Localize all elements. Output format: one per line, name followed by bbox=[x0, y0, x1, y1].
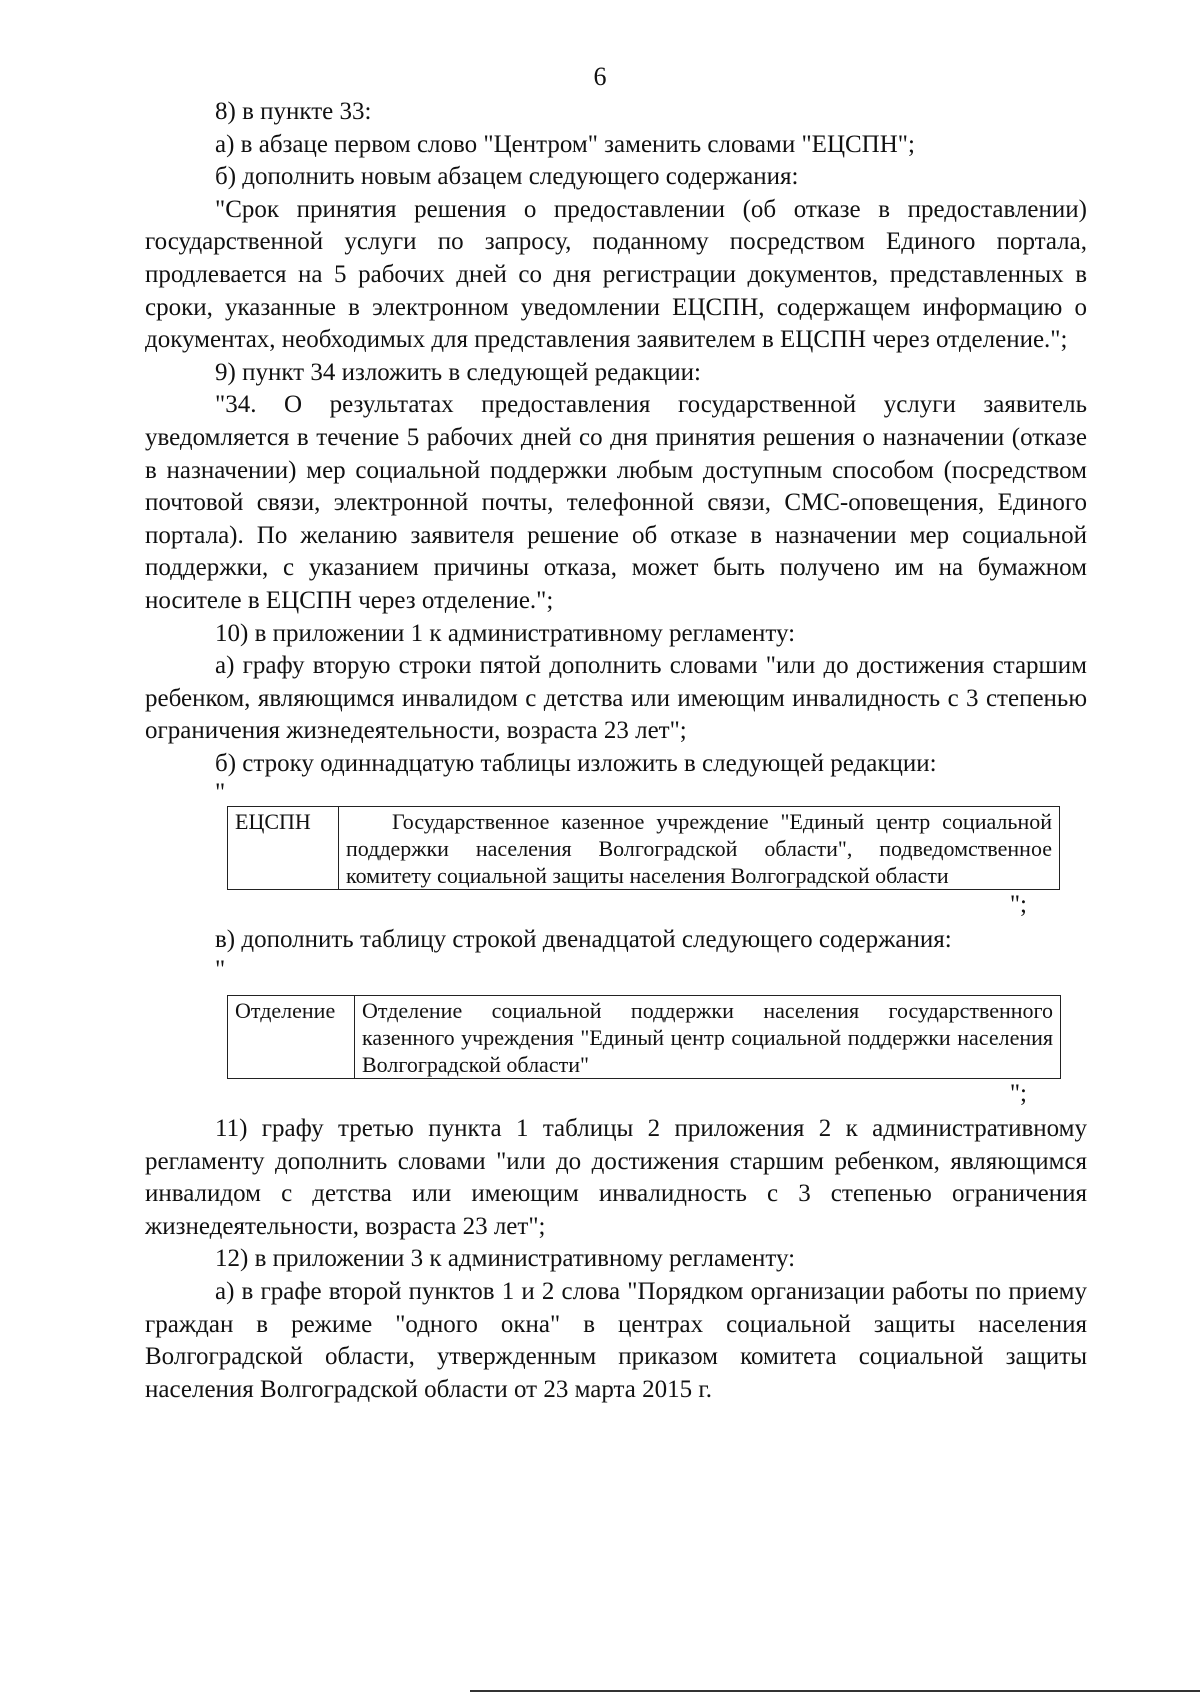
paragraph: 10) в приложении 1 к административному регламенту: bbox=[215, 619, 796, 647]
document-body bbox=[145, 96, 1087, 1406]
paragraph: а) графу вторую строки пятой дополнить словами "или до достижения старшим ребенком, являющимся инвалидом с детства или имеющим инвалидность с 3 степенью ограничения жизнедеятельности, возраста 23 лет"; bbox=[145, 652, 1087, 745]
paragraph: 8) в пункте 33: bbox=[215, 98, 372, 125]
paragraph: б) дополнить новым абзацем следующего содержания: bbox=[215, 163, 799, 191]
table-cell-description: Государственное казенное учреждение "Единый центр социальной поддержки населения Волгоградской области", подведомственное комитету социальной защиты населения Волгоградской области bbox=[339, 807, 1060, 890]
opening-quote: " bbox=[215, 956, 226, 984]
paragraph: 9) пункт 34 изложить в следующей редакции: bbox=[215, 358, 701, 386]
table-row bbox=[228, 807, 1060, 890]
table-row bbox=[228, 996, 1061, 1079]
paragraph: "Срок принятия решения о предоставлении (об отказе в предоставлении) государственной услуги по запросу, поданному посредством Единого портала, продлевается на 5 рабочих дней со дня регистрации документов, представленных в сроки, указанные в электронном уведомлении ЕЦСПН, содержащем информацию о документах, необходимых для представления заявителем в ЕЦСПН через отделение."; bbox=[145, 195, 1087, 354]
scan-edge-line bbox=[470, 1690, 1200, 1692]
paragraph: "34. О результатах предоставления государственной услуги заявитель уведомляется в течение 5 рабочих дней со дня принятия решения о назначении (отказе в назначении) мер социальной поддержки любым доступным способом (посредством почтовой связи, электронной почты, телефонной связи, СМС-оповещения, Единого портала). По желанию заявителя решение об отказе в назначении мер социальной поддержки, с указанием причины отказа, может быть получено им на бумажном носителе в ЕЦСПН через отделение."; bbox=[145, 391, 1087, 614]
paragraph: в) дополнить таблицу строкой двенадцатой следующего содержания: bbox=[215, 926, 952, 954]
table-row-eleven bbox=[227, 806, 1060, 890]
paragraph: 11) графу третью пункта 1 таблицы 2 приложения 2 к административному регламенту дополнить словами "или до достижения старшим ребенком, являющимся инвалидом с детства или имеющим инвалидность с 3 степенью ограничения жизнедеятельности, возраста 23 лет"; bbox=[145, 1115, 1087, 1240]
opening-quote: " bbox=[215, 779, 226, 807]
table-cell-abbreviation: Отделение bbox=[228, 996, 355, 1079]
table-row-twelve bbox=[227, 995, 1061, 1079]
table-cell-abbreviation: ЕЦСПН bbox=[228, 807, 339, 890]
paragraph: б) строку одиннадцатую таблицы изложить в следующей редакции: bbox=[215, 749, 937, 777]
table-cell-description: Отделение социальной поддержки населения государственного казенного учреждения "Единый центр социальной поддержки населения Волгоградской области" bbox=[355, 996, 1061, 1079]
page-number: 6 bbox=[593, 62, 607, 91]
closing-quote: "; bbox=[1009, 1080, 1027, 1108]
paragraph: 12) в приложении 3 к административному регламенту: bbox=[215, 1245, 796, 1273]
paragraph: а) в абзаце первом слово "Центром" заменить словами "ЕЦСПН"; bbox=[215, 130, 915, 158]
paragraph: а) в графе второй пунктов 1 и 2 слова "Порядком организации работы по приему граждан в режиме "одного окна" в центрах социальной защиты населения Волгоградской области, утвержденным приказом комитета социальной защиты населения Волгоградской области от 23 марта 2015 г. bbox=[145, 1278, 1087, 1403]
closing-quote: "; bbox=[1009, 891, 1027, 919]
